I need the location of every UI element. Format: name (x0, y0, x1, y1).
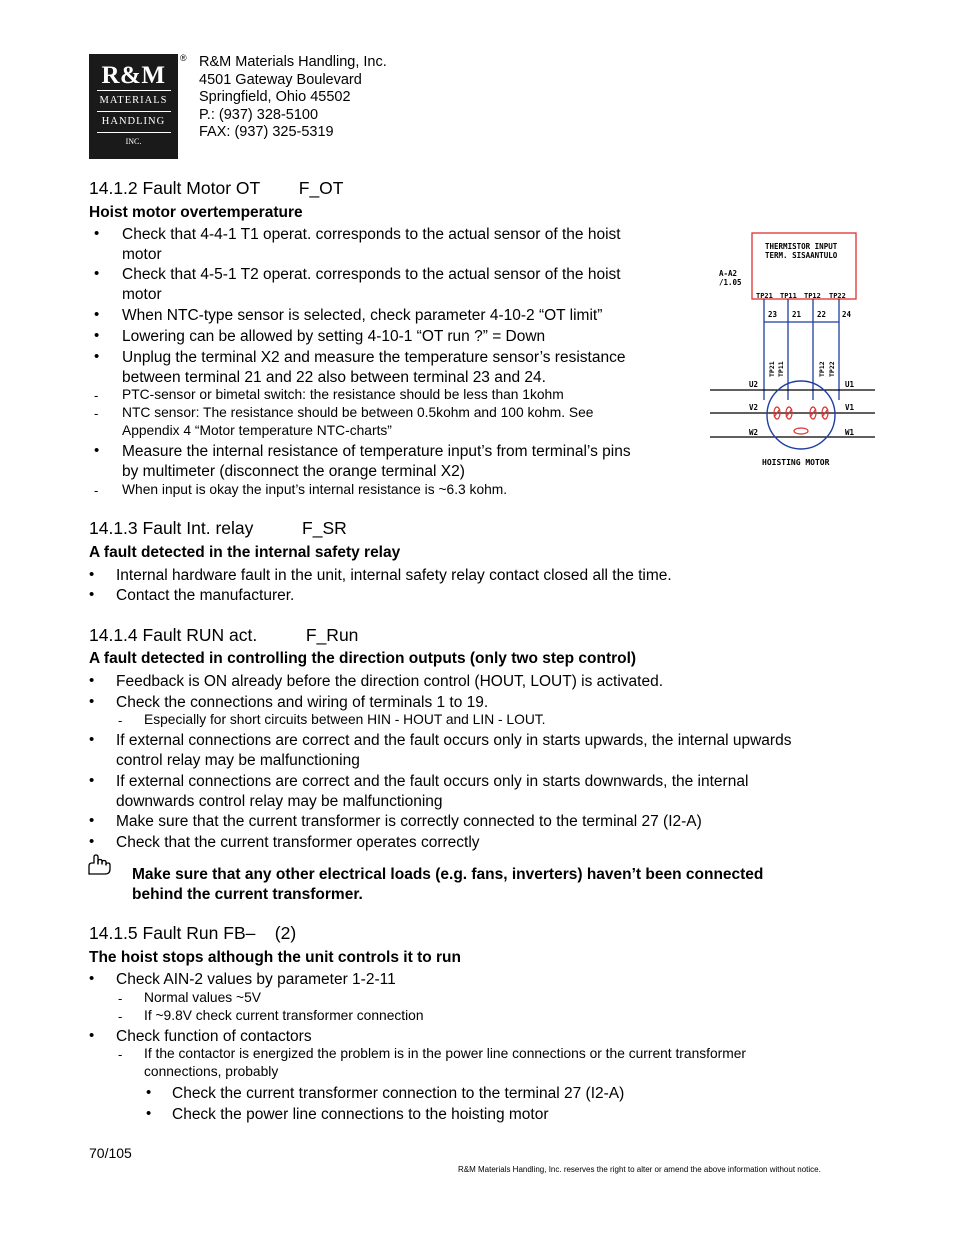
diagram-caption: HOISTING MOTOR (762, 458, 830, 467)
bullet-text: Unplug the terminal X2 and measure the temperature sensor’s resistance (122, 349, 626, 366)
bullet: • (89, 566, 95, 583)
bullet-text: motor (122, 246, 162, 263)
bullet: • (94, 225, 100, 242)
terminal-label: 22 (817, 310, 827, 319)
dash: - (118, 1047, 123, 1062)
bullet-text: Check that 4-5-1 T2 operat. corresponds to the actual sensor of the hoist (122, 266, 621, 283)
bullet: • (89, 833, 95, 850)
phase-label: V2 (749, 403, 759, 412)
company-address (199, 54, 387, 142)
tp-label: TP12 (804, 292, 821, 300)
terminal-label: 21 (792, 310, 802, 319)
section-heading-int-relay: 14.1.3 Fault Int. relay F_SR (89, 518, 347, 538)
bullet-text: by multimeter (disconnect the orange terminal X2) (122, 463, 465, 480)
bullet-text: motor (122, 286, 162, 303)
tp-label: TP11 (780, 292, 797, 300)
bullet-text: between terminal 21 and 22 also between terminal 23 and 24. (122, 369, 546, 386)
bullet-text: Check that the current transformer operates correctly (116, 834, 480, 851)
vertical-tp-label: TP11 (777, 361, 785, 377)
footer-notice: R&M Materials Handling, Inc. reserves the right to alter or amend the above information without notice. (458, 1165, 821, 1174)
sub-item-text: Appendix 4 “Motor temperature NTC-charts” (122, 423, 392, 438)
bullet-text: Feedback is ON already before the direction control (HOUT, LOUT) is activated. (116, 673, 664, 690)
phase-label: W2 (749, 428, 759, 437)
pointing-hand-icon (86, 853, 112, 877)
sub-item-text: If the contactor is energized the problem is in the power line connections or the current transformer (144, 1046, 747, 1061)
phase-label: U2 (749, 380, 759, 389)
bullet-text: Check that 4-4-1 T1 operat. corresponds to the actual sensor of the hoist (122, 226, 621, 243)
bullet-text: Lowering can be allowed by setting 4-10-1 “OT run ?” = Down (122, 328, 546, 345)
terminal-label: 23 (768, 310, 778, 319)
section-subheading: The hoist stops although the unit controls it to run (89, 949, 461, 966)
bullet-text: downwards control relay may be malfunctioning (116, 793, 443, 810)
phase-label: V1 (845, 403, 855, 412)
bullet-text: control relay may be malfunctioning (116, 752, 360, 769)
thermistor-wiring-diagram (707, 225, 879, 475)
section-heading-run-act: 14.1.4 Fault RUN act. F_Run (89, 625, 359, 645)
bullet: • (89, 970, 95, 987)
company-logo (89, 54, 178, 159)
page-number: 70/105 (89, 1145, 132, 1161)
bullet-text: Contact the manufacturer. (116, 587, 295, 604)
company-city: Springfield, Ohio 45502 (199, 89, 351, 105)
bullet-text: Check the current transformer connection to the terminal 27 (I2-A) (172, 1085, 625, 1102)
sub-item-text: connections, probably (144, 1064, 279, 1079)
bullet-text: When NTC-type sensor is selected, check parameter 4-10-2 “OT limit” (122, 307, 603, 324)
bullet-text: Check function of contactors (116, 1028, 312, 1045)
diagram-title-1: THERMISTOR INPUT (765, 242, 838, 251)
bullet: • (89, 812, 95, 829)
diagram-title-2: TERM. SISAANTULO (765, 251, 838, 260)
bullet-text: Make sure that the current transformer is correctly connected to the terminal 27 (I2-A) (116, 813, 702, 830)
diagram-ref-2: /1.05 (719, 278, 742, 287)
phase-label: U1 (845, 380, 855, 389)
bullet: • (146, 1084, 152, 1101)
dash: - (118, 1009, 123, 1024)
sub-item-text: Especially for short circuits between HIN - HOUT and LIN - LOUT. (144, 712, 546, 727)
bullet-text: Check the connections and wiring of terminals 1 to 19. (116, 694, 489, 711)
logo-inc: INC. (125, 137, 142, 146)
sub-item-text: When input is okay the input’s internal resistance is ~6.3 kohm. (122, 482, 508, 497)
vertical-tp-label: TP22 (828, 361, 836, 377)
company-name: R&M Materials Handling, Inc. (199, 54, 387, 70)
company-fax: FAX: (937) 325-5319 (199, 124, 334, 140)
vertical-tp-label: TP12 (818, 361, 826, 377)
bullet: • (94, 306, 100, 323)
bullet: • (94, 265, 100, 282)
section-subheading: Hoist motor overtemperature (89, 204, 303, 221)
diagram-ref-1: A-A2 (719, 269, 738, 278)
section-heading-run-fb: 14.1.5 Fault Run FB– (2) (89, 923, 297, 943)
bullet: • (89, 672, 95, 689)
bullet-text: If external connections are correct and the fault occurs only in starts upwards, the internal upwards (116, 732, 792, 749)
company-phone: P.: (937) 328-5100 (199, 106, 319, 123)
logo-handling: HANDLING (101, 116, 166, 127)
phase-label: W1 (845, 428, 855, 437)
bullet: • (94, 348, 100, 365)
bullet-text: Measure the internal resistance of temperature input’s from terminal’s pins (122, 443, 631, 460)
bullet: • (146, 1105, 152, 1122)
bullet-text: Check the power line connections to the hoisting motor (172, 1106, 549, 1123)
registered-mark: ® (180, 53, 187, 63)
dash: - (94, 483, 99, 498)
sub-item-text: If ~9.8V check current transformer connection (144, 1008, 424, 1023)
section-subheading: A fault detected in controlling the direction outputs (only two step control) (89, 650, 637, 667)
company-street: 4501 Gateway Boulevard (199, 71, 362, 88)
bullet: • (94, 442, 100, 459)
bullet: • (89, 731, 95, 748)
bullet: • (89, 772, 95, 789)
tp-label: TP22 (829, 292, 846, 300)
dash: - (94, 406, 99, 421)
dash: - (118, 991, 123, 1006)
dash: - (118, 713, 123, 728)
bullet: • (89, 1027, 95, 1044)
section-heading-motor-ot: 14.1.2 Fault Motor OT F_OT (89, 178, 344, 198)
logo-text: R&M (101, 62, 166, 89)
bullet: • (94, 327, 100, 344)
bullet: • (89, 586, 95, 603)
bullet: • (89, 693, 95, 710)
bullet-text: Check AIN-2 values by parameter 1-2-11 (116, 971, 396, 988)
note-text: Make sure that any other electrical loads (e.g. fans, inverters) haven’t been connected (132, 866, 764, 883)
logo-materials: MATERIALS (99, 95, 168, 106)
sub-item-text: PTC-sensor or bimetal switch: the resistance should be less than 1kohm (122, 387, 564, 402)
section-subheading: A fault detected in the internal safety relay (89, 544, 401, 561)
terminal-label: 24 (842, 310, 852, 319)
sub-item-text: Normal values ~5V (144, 990, 261, 1005)
dash: - (94, 388, 99, 403)
bullet-text: If external connections are correct and the fault occurs only in starts downwards, the internal (116, 773, 749, 790)
tp-label: TP21 (756, 292, 773, 300)
vertical-tp-label: TP21 (768, 361, 776, 377)
sub-item-text: NTC sensor: The resistance should be between 0.5kohm and 100 kohm. See (122, 405, 594, 420)
bullet-text: Internal hardware fault in the unit, internal safety relay contact closed all the time. (116, 567, 672, 584)
note-text: behind the current transformer. (132, 886, 363, 903)
